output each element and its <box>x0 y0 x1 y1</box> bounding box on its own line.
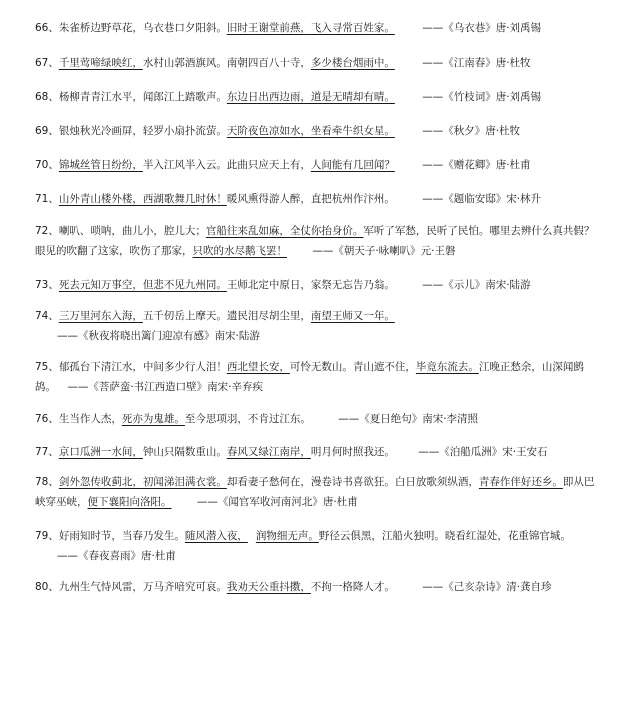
line-text: 明月何时照我还。 <box>310 446 395 458</box>
line-text: 银烛秋光冷画屏，轻罗小扇扑流萤。 <box>58 125 227 137</box>
entry-number: 66、 <box>35 22 59 34</box>
line-text: 军听了军愁，民听了民怕。哪里去辨什么真共假？眼见的吹翻了这家，吹伤了那家， <box>35 225 595 257</box>
entry-number: 69、 <box>35 125 59 137</box>
underlined-line: 天阶夜色凉如水，坐看牵牛织女星。 <box>226 125 395 137</box>
source-attribution: ——《竹枝词》唐·刘禹锡 <box>422 91 542 103</box>
line-text: 不拘一格降人才。 <box>310 581 395 593</box>
entry-79 <box>35 526 595 566</box>
line-text: 却看妻子愁何在，漫卷诗书喜欲狂。白日放歌须纵酒， <box>226 476 479 488</box>
underlined-line: 山外青山楼外楼，西湖歌舞几时休！ <box>58 193 227 205</box>
entry-72 <box>35 221 595 261</box>
entry-number: 72、 <box>35 225 59 237</box>
source-attribution: ——《赠花卿》唐·杜甫 <box>422 159 531 171</box>
entry-number: 78、 <box>35 476 59 488</box>
line-text: 朱雀桥边野草花，乌衣巷口夕阳斜。 <box>58 22 227 34</box>
source-attribution: ——《示儿》南宋·陆游 <box>422 279 531 291</box>
underlined-line: 京口瓜洲一水间， <box>58 446 143 458</box>
source-attribution: ——《江南春》唐·杜牧 <box>422 57 531 69</box>
underlined-line: 锦城丝管日纷纷， <box>58 159 143 171</box>
entry-73 <box>35 275 595 295</box>
entry-number: 70、 <box>35 159 59 171</box>
entry-77 <box>35 442 595 462</box>
entry-number: 76、 <box>35 413 59 425</box>
line-text: 生当作人杰， <box>58 413 122 425</box>
line-text: 钟山只隔数重山。 <box>142 446 227 458</box>
entry-66 <box>35 18 595 38</box>
line-text: 半入江风半入云。此曲只应天上有， <box>142 159 311 171</box>
underlined-line: 死去元知万事空，但悲不见九州同。 <box>58 279 227 291</box>
underlined-line: 润物细无声。 <box>255 530 319 542</box>
underlined-line: 东边日出西边雨，道是无晴却有晴。 <box>226 91 395 103</box>
entry-67 <box>35 53 595 73</box>
underlined-line: 人间能有几回闻？ <box>310 159 395 171</box>
entry-number: 77、 <box>35 446 59 458</box>
underlined-line: 多少楼台烟雨中。 <box>310 57 395 69</box>
underlined-line: 千里莺啼绿映红， <box>58 57 143 69</box>
underlined-line: 春风又绿江南岸， <box>226 446 311 458</box>
line-text: 水村山郭酒旗风。南朝四百八十寺， <box>142 57 311 69</box>
underlined-line: 我劝天公重抖擞， <box>226 581 311 593</box>
line-text: 江晚正愁余，山深闻鹧鸪。 <box>35 361 584 393</box>
line-text: 至今思项羽，不肯过江东。 <box>184 413 311 425</box>
source-attribution: ——《秋夕》唐·杜牧 <box>422 125 521 137</box>
entry-71 <box>35 189 595 209</box>
entry-number: 68、 <box>35 91 59 103</box>
source-attribution: ——《春夜喜雨》唐·杜甫 <box>57 550 176 562</box>
source-attribution: ——《己亥杂诗》清·龚自珍 <box>422 581 552 593</box>
source-attribution: ——《题临安邸》宋·林升 <box>422 193 542 205</box>
entry-number: 67、 <box>35 57 59 69</box>
entry-number: 71、 <box>35 193 59 205</box>
entry-number: 75、 <box>35 361 59 373</box>
line-text: 可怜无数山。青山遮不住， <box>289 361 416 373</box>
underlined-line: 只吹的水尽鹅飞罢！ <box>192 245 287 257</box>
entry-number: 74、 <box>35 310 59 322</box>
line-text: 野径云俱黑，江船火独明。晓看红湿处，花重锦官城。 <box>318 530 571 542</box>
entry-number: 73、 <box>35 279 59 291</box>
entry-70 <box>35 155 595 175</box>
underlined-line: 随风潜入夜， <box>184 530 248 542</box>
entry-78 <box>35 472 595 512</box>
underlined-line: 剑外忽传收蓟北，初闻涕泪满衣裳。 <box>58 476 227 488</box>
line-text: 郁孤台下清江水，中间多少行人泪！ <box>58 361 227 373</box>
source-attribution: ——《泊船瓜洲》宋·王安石 <box>418 446 548 458</box>
line-text: 五千仞岳上摩天。遗民泪尽胡尘里， <box>142 310 311 322</box>
underlined-line: 旧时王谢堂前燕，飞入寻常百姓家。 <box>226 22 395 34</box>
entry-number: 80、 <box>35 581 59 593</box>
entry-75 <box>35 357 595 397</box>
source-attribution: ——《夏日绝句》南宋·李清照 <box>338 413 479 425</box>
line-text: 即从巴峡穿巫峡， <box>35 476 595 508</box>
underlined-line: 南望王师又一年。 <box>310 310 395 322</box>
entry-number: 79、 <box>35 530 59 542</box>
source-attribution: ——《朝天子·咏喇叭》元·王磐 <box>312 245 456 257</box>
source-attribution: ——《闻官军收河南河北》唐·杜甫 <box>196 496 358 508</box>
entry-68 <box>35 87 595 107</box>
underlined-line: 死亦为鬼雄。 <box>121 413 185 425</box>
entry-69 <box>35 121 595 141</box>
entry-80 <box>35 577 595 597</box>
source-attribution: ——《乌衣巷》唐·刘禹锡 <box>422 22 542 34</box>
line-text: 王师北定中原日，家祭无忘告乃翁。 <box>226 279 395 291</box>
underlined-line: 便下襄阳向洛阳。 <box>87 496 172 508</box>
underlined-line: 三万里河东入海， <box>58 310 143 322</box>
line-text: 好雨知时节，当春乃发生。 <box>58 530 185 542</box>
source-attribution: ——《秋夜将晓出篱门迎凉有感》南宋·陆游 <box>57 330 260 342</box>
underlined-line: 西北望长安， <box>226 361 290 373</box>
underlined-line: 青春作伴好还乡。 <box>478 476 563 488</box>
line-text: 暖风熏得游人醉，直把杭州作汴州。 <box>226 193 395 205</box>
entry-76 <box>35 409 595 429</box>
underlined-line: 官船往来乱如麻，全仗你抬身价。 <box>205 225 364 237</box>
line-text: 九州生气恃风雷，万马齐喑究可哀。 <box>58 581 227 593</box>
line-text: 喇叭、唢呐，曲儿小，腔儿大； <box>58 225 206 237</box>
source-attribution: ——《菩萨蛮·书江西造口壁》南宋·辛弃疾 <box>67 381 264 393</box>
entry-74 <box>35 306 595 346</box>
underlined-line: 毕竟东流去。 <box>415 361 479 373</box>
line-text: 杨柳青青江水平，闻郎江上踏歌声。 <box>58 91 227 103</box>
